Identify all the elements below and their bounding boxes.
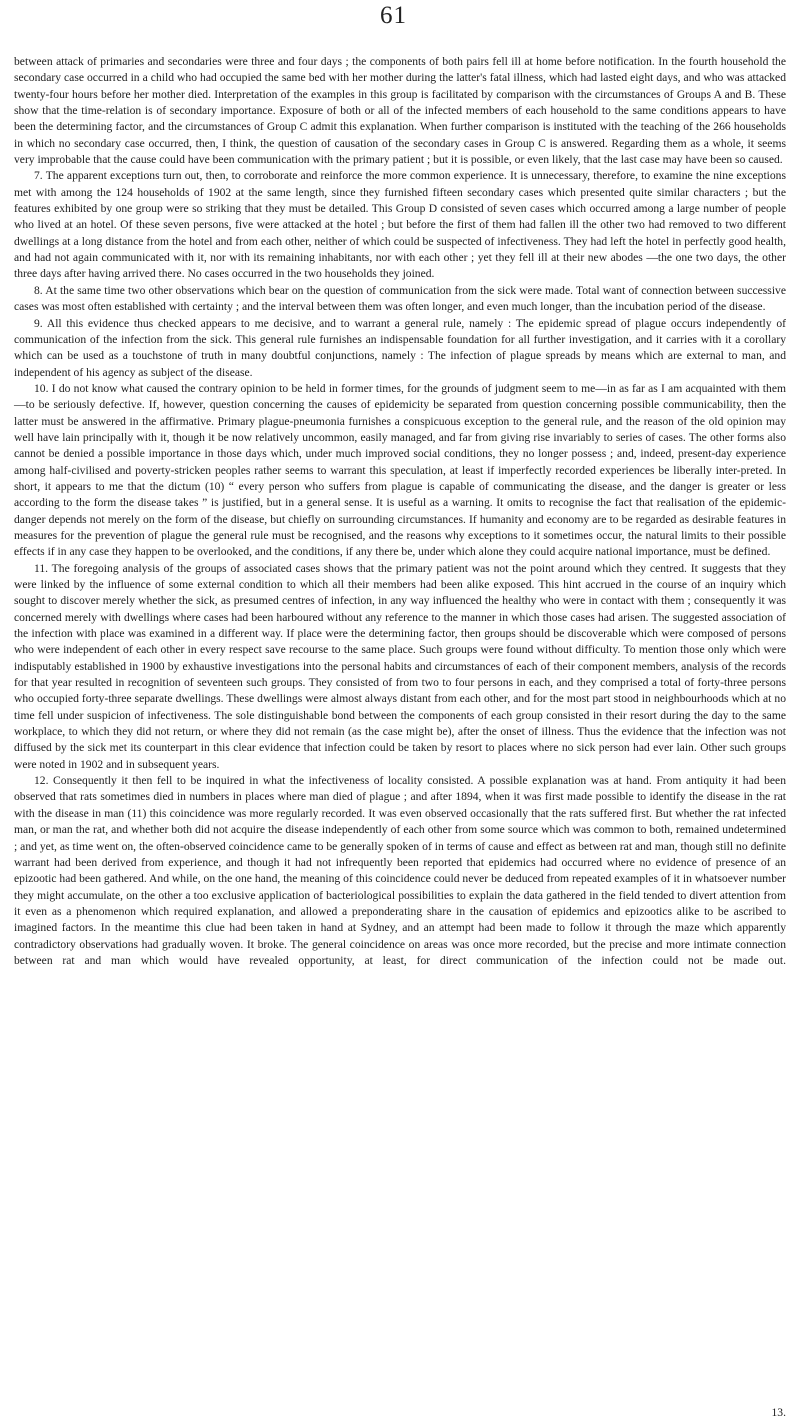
- paragraph-continuation: between attack of primaries and secondaries were three and four days ; the components of both pairs fell ill at home before notification. In the fourth household the secondary case occurred in a child who had occupied the same bed with her mother during the latter's fatal illness, which had lasted eight days, and who was attacked twenty-four hours before her mother died. Interpretation of the examples in this group is facilitated by comparison with the circumstances of Groups A and B. These show that the time-relation is of secondary importance. Exposure of both or all of the infected members of each household to the same conditions appears to have been the determining factor, and the circumstances of Group C admit this explanation. When further comparison is instituted with the teaching of the 266 households in which no secondary case occurred, then, I think, the question of causation of the secondary cases in Group C is answered. Regarding them as a whole, it seems very improbable that the cause could have been communication with the primary patient ; but it is possible, or even likely, that the last case may have been so caused.: [14, 55, 786, 167]
- paragraph-10: 10. I do not know what caused the contrary opinion to be held in former times, for the grounds of judgment seem to me—in as far as I am acquainted with them—to be seriously defective. If, however, question concerning the causes of epidemicity be separated from question concerning possible communicability, then the latter must be answered in the affirmative. Primary plague-pneumonia furnishes a conspicuous exception to the general rule, and the reason of the old opinion may well have lain principally with it, though it be now relatively uncommon, easily managed, and far from giving rise invariably to series of cases. The other forms also cannot be denied a possible importance in those days which, under much improved social conditions, they no longer possess ; and, indeed, present-day experience among half-civilised and poverty-stricken peoples rather seems to warrant this speculation, at least if imperfectly recorded experiences be liberally inter-preted. In short, it appears to me that the dictum (10) “ every person who suffers from plague is capable of communicating the disease, and the danger is greater or less according to the form the disease takes ” is justified, but in a general sense. It is useful as a warning. It omits to recognise the fact that realisation of the epidemic-danger depends not merely on the form of the disease, but chiefly on surrounding circumstances. If humanity and economy are to be regarded as desirable features in measures for the prevention of plague the general rule must be recognised, and the reasons why exceptions to it sometimes occur, the natural limits to their possible effects if in any case they happen to be overlooked, and the conditions, if any there be, under which alone they could acquire national importance, must be defined.: [14, 381, 786, 559]
- page-number: 61: [380, 2, 407, 29]
- paragraph-9: 9. All this evidence thus checked appears to me decisive, and to warrant a general rule, namely : The epidemic spread of plague occurs independently of communication of the infection from the sick. This general rule furnishes an indispensable foundation for all further investigation, and it carries with it a corollary which can be used as a touchstone of truth in many doubtful conjunctions, namely : The infection of plague spreads by means which are external to man, and independent of his agency as subject of the disease.: [14, 316, 786, 379]
- next-section-number: 13.: [771, 1406, 786, 1419]
- paragraph-12: 12. Consequently it then fell to be inquired in what the infectiveness of locality consisted. A possible explanation was at hand. From antiquity it had been observed that rats sometimes died in numbers in places where man died of plague ; and after 1894, when it was first made possible to identify the disease in the rat with the disease in man (11) this coincidence was more regularly recorded. It was even observed occasionally that the rats suffered first. But whether the rat infected man, or man the rat, and whether both did not acquire the disease independently of each other from some source which was common to both, remained undetermined ; and yet, as time went on, the often-observed coincidence came to be generally spoken of in terms of cause and effect as between rat and man, though still no definite warrant had been derived from experience, and though it had not infrequently been reported that epidemics had occurred where no evidence of presence of an epizootic had been gathered. And while, on the one hand, the meaning of this coincidence could never be deduced from repeated examples of it in whatsoever number they might accumulate, on the other a too exclusive application of bacteriological possibilities to explain the data gathered in the field tended to divert attention from it even as a phenomenon which required explanation, and allowed a preponderating share in the causation of epidemics and epizootics alike to be ascribed to imagined factors. In the meantime this clue had been taken in hand at Sydney, and an attempt had been made to follow it through the maze which apparently contradictory observations had gradually woven. It broke. The general coincidence on areas was once more recorded, but the precise and more intimate connection between rat and man which would have revealed opportunity, at least, for direct communication of the infection could not be made out.: [14, 774, 786, 967]
- body-text: [14, 54, 786, 986]
- paragraph-8: 8. At the same time two other observations which bear on the question of communication from the sick were made. Total want of connection between successive cases was most often established with certainty ; and the interval between them was often longer, and even much longer, than the incubation period of the disease.: [14, 283, 786, 314]
- paragraph-11: 11. The foregoing analysis of the groups of associated cases shows that the primary patient was not the point around which they centred. It suggests that they were linked by the influence of some external condition to which all their members had been alike exposed. This hint accrued in the course of an inquiry which sought to discover merely whether the sick, as presumed centres of infection, in any way influenced the healthy who were in contact with them ; consequently it was concerned merely with dwellings where cases had been harboured without any reference to the manner in which those cases had arisen. The suggested association of the infection with place was examined in a different way. If place were the determining factor, then groups should be discoverable which were composed of persons who were independent of each other in every respect save recourse to the same place. Such groups were found without difficulty. To mention those only which were indisputably established in 1900 by exhaustive investigations into the personal habits and circumstances of each of their component members, analysis of the records for that year resulted in recognition of seventeen such groups. They consisted of from two to four persons in each, and they comprised a total of forty-three persons who occupied forty-three separate dwellings. These dwellings were almost always distant from each other, and for the most part stood in neighbourhoods which at no time fell under suspicion of infectiveness. The sole distinguishable bond between the components of each group consisted in their resort during the day to the same workplace, to which they did not return, or where they did not remain (as the case might be), after the onset of illness. Thus the evidence that the infection was not diffused by the sick met its counterpart in this clear evidence that infection could be taken by resort to places where no sick person had ever lain. Other such groups were noted in 1902 and in subsequent years.: [14, 561, 786, 771]
- paragraph-7: 7. The apparent exceptions turn out, then, to corroborate and reinforce the more common experience. It is unnecessary, therefore, to examine the nine exceptions met with among the 124 households of 1902 at the same length, since they furnished fifteen secondary cases which presented quite similar characters ; but the features exhibited by one group were so striking that they must be detailed. This Group D consisted of seven cases which occurred among a large number of people who lived at an hotel. Of these seven persons, five were attacked at the hotel ; but before the first of them had fallen ill the other two had removed to two different dwellings at a long distance from the hotel and from each other, neither of which could be suspected of infectiveness. They had left the hotel in perfectly good health, and had not again communicated with it, nor with its remaining inhabitants, nor with each other ; yet they fell ill at their new abodes —the one two days, the other three days after having arrived there. No cases occurred in the two households they joined.: [14, 169, 786, 281]
